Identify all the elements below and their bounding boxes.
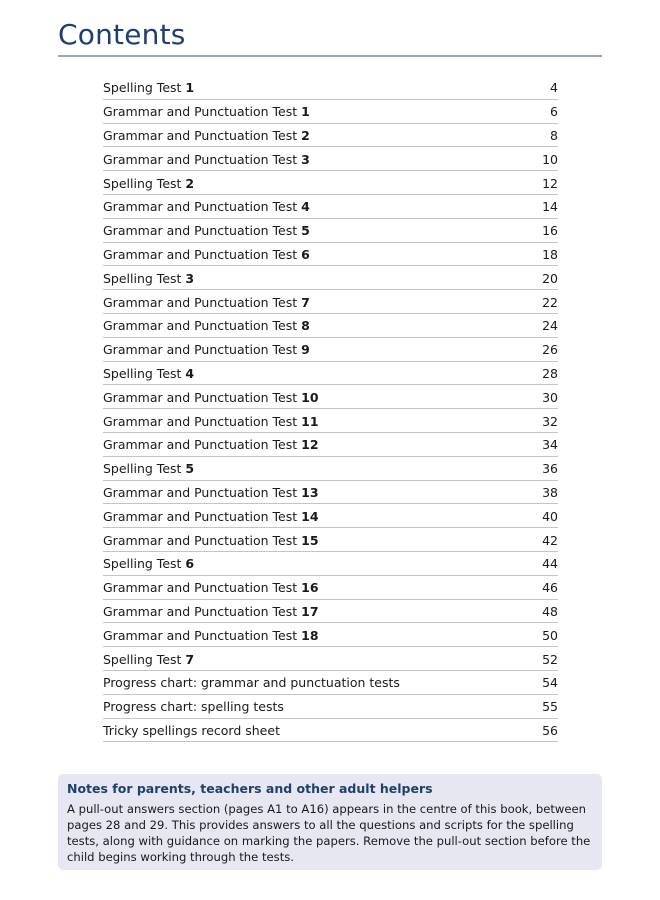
toc-entry[interactable] [103, 124, 558, 148]
title-divider [58, 55, 602, 57]
toc-entry-page: 50 [542, 627, 558, 643]
toc-entry-label: Grammar and Punctuation Test 7 [103, 294, 310, 310]
toc-entry-page: 38 [542, 484, 558, 500]
toc-entry-page: 16 [542, 223, 558, 239]
toc-entry-page: 8 [550, 127, 558, 143]
toc-entry-page: 44 [542, 556, 558, 572]
toc-entry-page: 42 [542, 532, 558, 548]
toc-entry[interactable] [103, 552, 558, 576]
toc-entry[interactable] [103, 100, 558, 124]
table-of-contents [103, 76, 558, 742]
toc-entry-label: Grammar and Punctuation Test 2 [103, 127, 310, 143]
toc-entry-page: 18 [542, 246, 558, 262]
toc-entry-page: 4 [550, 80, 558, 96]
toc-entry[interactable] [103, 504, 558, 528]
toc-entry-label: Spelling Test 7 [103, 651, 195, 667]
toc-entry-label: Grammar and Punctuation Test 15 [103, 532, 319, 548]
toc-entry-number: 2 [185, 175, 195, 191]
toc-entry-number: 18 [301, 627, 319, 643]
toc-entry-label: Spelling Test 4 [103, 365, 195, 381]
toc-entry[interactable] [103, 385, 558, 409]
toc-entry-page: 12 [542, 175, 558, 191]
toc-entry-label: Grammar and Punctuation Test 18 [103, 627, 319, 643]
toc-entry-page: 26 [542, 342, 558, 358]
toc-entry-number: 8 [301, 318, 310, 334]
toc-entry-label: Spelling Test 6 [103, 556, 195, 572]
toc-entry[interactable] [103, 338, 558, 362]
toc-entry-page: 54 [542, 675, 558, 691]
toc-entry[interactable] [103, 314, 558, 338]
toc-entry-number: 13 [301, 484, 319, 500]
notes-box [58, 774, 602, 870]
toc-entry-number: 4 [185, 365, 195, 381]
toc-entry-label: Spelling Test 1 [103, 80, 195, 96]
notes-title: Notes for parents, teachers and other adult helpers [67, 781, 433, 796]
toc-entry-label: Grammar and Punctuation Test 8 [103, 318, 310, 334]
toc-entry-label: Grammar and Punctuation Test 5 [103, 223, 310, 239]
toc-entry-page: 28 [542, 365, 558, 381]
toc-entry-number: 6 [301, 246, 310, 262]
toc-entry-page: 56 [542, 722, 558, 738]
toc-entry-number: 5 [301, 223, 310, 239]
toc-entry-label: Grammar and Punctuation Test 4 [103, 199, 310, 215]
toc-entry-label: Progress chart: grammar and punctuation tests [103, 675, 400, 691]
toc-entry-number: 11 [301, 413, 319, 429]
toc-entry-page: 52 [542, 651, 558, 667]
toc-entry-number: 15 [301, 532, 319, 548]
toc-entry-number: 12 [301, 437, 319, 453]
toc-entry-label: Grammar and Punctuation Test 10 [103, 389, 319, 405]
toc-entry[interactable] [103, 600, 558, 624]
toc-entry[interactable] [103, 671, 558, 695]
toc-entry-number: 14 [301, 508, 319, 524]
toc-entry-label: Grammar and Punctuation Test 3 [103, 151, 310, 167]
toc-entry-number: 3 [301, 151, 310, 167]
toc-entry-page: 34 [542, 437, 558, 453]
page-title: Contents [58, 18, 186, 51]
toc-entry-page: 32 [542, 413, 558, 429]
toc-entry-number: 7 [185, 651, 195, 667]
toc-entry[interactable] [103, 76, 558, 100]
toc-entry[interactable] [103, 219, 558, 243]
toc-entry-number: 2 [301, 127, 310, 143]
toc-entry[interactable] [103, 195, 558, 219]
toc-entry-label: Grammar and Punctuation Test 13 [103, 484, 319, 500]
toc-entry-label: Spelling Test 2 [103, 175, 195, 191]
notes-body: A pull-out answers section (pages A1 to A16) appears in the centre of this book, between pages 28 and 29. This provides answers to all the questions and scripts for the spelling tests, along with guidance on marking the papers. Remove the pull-out section before the child begins working through the tests. [67, 802, 591, 864]
toc-entry[interactable] [103, 623, 558, 647]
toc-entry[interactable] [103, 290, 558, 314]
toc-entry-number: 10 [301, 389, 319, 405]
toc-entry-label: Spelling Test 3 [103, 270, 195, 286]
toc-entry-page: 24 [542, 318, 558, 334]
toc-entry[interactable] [103, 266, 558, 290]
toc-entry[interactable] [103, 576, 558, 600]
toc-entry-page: 48 [542, 603, 558, 619]
toc-entry-page: 40 [542, 508, 558, 524]
toc-entry-label: Grammar and Punctuation Test 17 [103, 603, 319, 619]
toc-entry[interactable] [103, 433, 558, 457]
toc-entry[interactable] [103, 362, 558, 386]
toc-entry-number: 6 [185, 556, 195, 572]
toc-entry-label: Grammar and Punctuation Test 1 [103, 104, 310, 120]
toc-entry[interactable] [103, 409, 558, 433]
toc-entry-label: Grammar and Punctuation Test 9 [103, 342, 310, 358]
toc-entry-number: 5 [185, 461, 195, 477]
toc-entry-number: 1 [185, 80, 195, 96]
toc-entry-page: 36 [542, 461, 558, 477]
toc-entry[interactable] [103, 695, 558, 719]
toc-entry-number: 7 [301, 294, 310, 310]
toc-entry-number: 3 [185, 270, 195, 286]
toc-entry-page: 6 [550, 104, 558, 120]
toc-entry-page: 30 [542, 389, 558, 405]
toc-entry[interactable] [103, 481, 558, 505]
toc-entry-page: 20 [542, 270, 558, 286]
toc-entry-label: Progress chart: spelling tests [103, 699, 284, 715]
toc-entry-number: 9 [301, 342, 310, 358]
toc-entry-page: 55 [542, 699, 558, 715]
toc-entry-label: Grammar and Punctuation Test 12 [103, 437, 319, 453]
toc-entry-label: Grammar and Punctuation Test 11 [103, 413, 319, 429]
toc-entry[interactable] [103, 647, 558, 671]
toc-entry-page: 46 [542, 580, 558, 596]
toc-entry-label: Grammar and Punctuation Test 16 [103, 580, 319, 596]
toc-entry-page: 10 [542, 151, 558, 167]
toc-entry-page: 22 [542, 294, 558, 310]
toc-entry[interactable] [103, 719, 558, 743]
toc-entry-label: Grammar and Punctuation Test 14 [103, 508, 319, 524]
toc-entry-number: 1 [301, 104, 310, 120]
toc-entry-label: Grammar and Punctuation Test 6 [103, 246, 310, 262]
toc-entry-number: 16 [301, 580, 319, 596]
toc-entry-number: 4 [301, 199, 310, 215]
toc-entry[interactable] [103, 528, 558, 552]
toc-entry-number: 17 [301, 603, 319, 619]
toc-entry-page: 14 [542, 199, 558, 215]
toc-entry-label: Spelling Test 5 [103, 461, 195, 477]
toc-entry[interactable] [103, 243, 558, 267]
toc-entry[interactable] [103, 171, 558, 195]
toc-entry-label: Tricky spellings record sheet [103, 722, 280, 738]
toc-entry[interactable] [103, 147, 558, 171]
toc-entry[interactable] [103, 457, 558, 481]
